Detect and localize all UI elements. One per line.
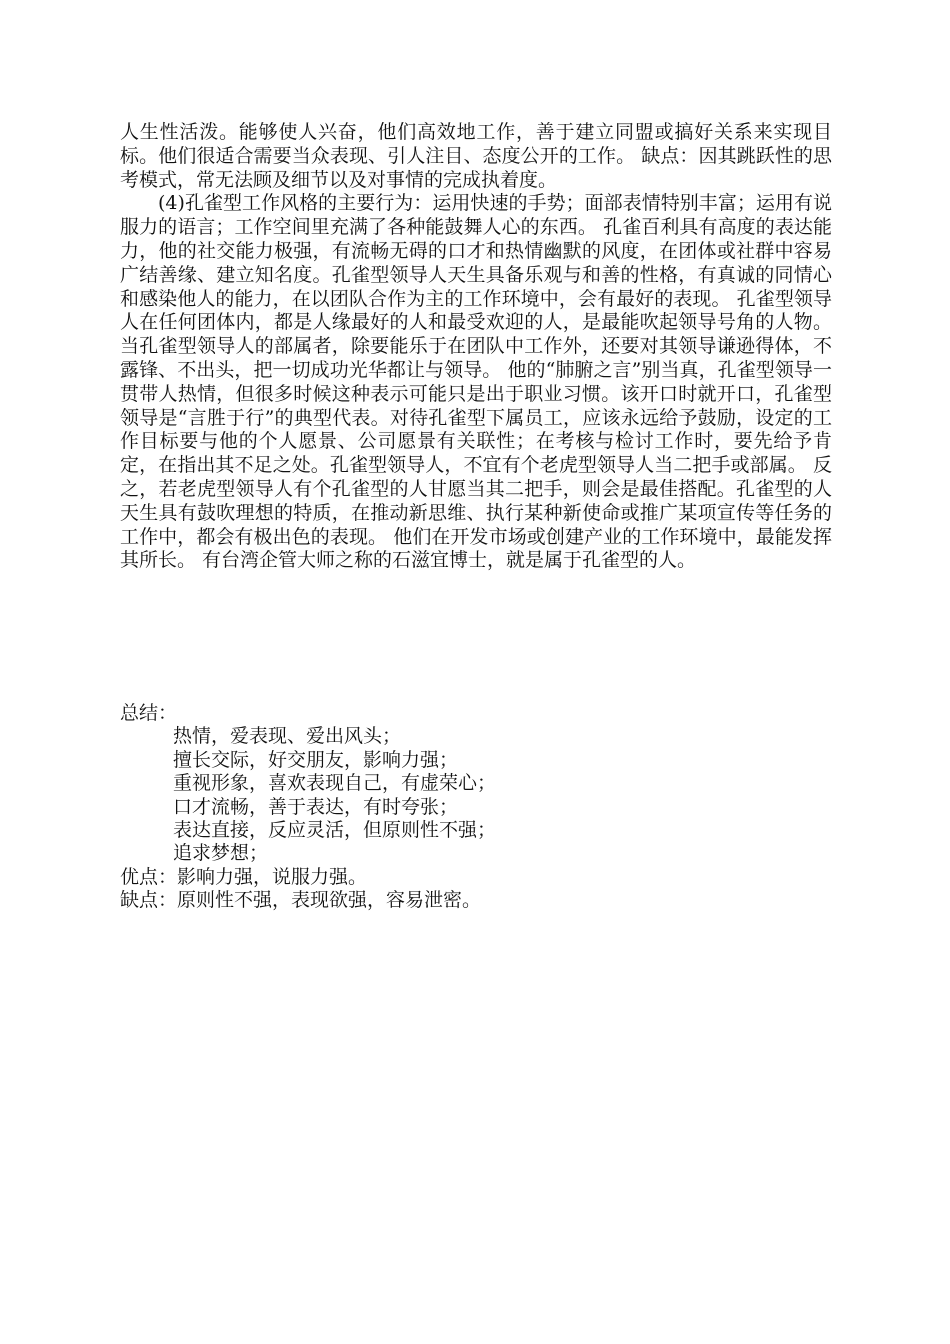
cons-line: 缺点：原则性不强，表现欲强，容易泄密。 <box>120 889 482 912</box>
summary-heading: 总结： <box>120 702 178 724</box>
peacock-style-paragraph: (4)孔雀型工作风格的主要行为：运用快速的手势；面部表情特别丰富；运用有说服力的语言；工作空间里充满了各种能鼓舞人心的东西。 孔雀百利具有高度的表达能力，他的社交能力极强，有流畅无碍的口才和热情幽默的风度，在团体或社群中容易广结善缘、建立知名度。孔雀型领导人天生具备乐观与和善的性格，有真诚的同情心和感染他人的能力，在以团队合作为主的工作环境中，会有最好的表现。 孔雀型领导人在任何团体内，都是人缘最好的人和最受欢迎的人，是最能吹起领导号角的人物。 当孔雀型领导人的部属者，除要能乐于在团队中工作外，还要对其领导谦逊得体，不露锋、不出头，把一切成功光华都让与领导。 他的“肺腑之言”别当真，孔雀型领导一贯带人热情，但很多时候这种表示可能只是出于职业习惯。该开口时就开口，孔雀型领导是“言胜于行”的典型代表。对待孔雀型下属员工，应该永远给予鼓励，设定的工作目标要与他的个人愿景、公司愿景有关联性；在考核与检讨工作时，要先给予肯定，在指出其不足之处。孔雀型领导人，不宜有个老虎型领导人当二把手或部属。 反之，若老虎型领导人有个孔雀型的人甘愿当其二把手，则会是最佳搭配。孔雀型的人天生具有鼓吹理想的特质，在推动新思维、执行某种新使命或推广某项宣传等任务的工作中，都会有极出色的表现。 他们在开发市场或创建产业的工作环境中，最能发挥其所长。 有台湾企管大师之称的石滋宜博士，就是属于孔雀型的人。 <box>120 192 832 572</box>
summary-item: 热情，爱表现、爱出风头； <box>173 725 402 748</box>
document-body <box>120 121 832 573</box>
summary-item: 擅长交际，好交朋友，影响力强； <box>173 748 459 771</box>
continuation-paragraph: 人生性活泼。能够使人兴奋，他们高效地工作，善于建立同盟或搞好关系来实现目标。他们很适合需要当众表现、引人注目、态度公开的工作。 缺点：因其跳跃性的思考模式，常无法顾及细节以及对事情的完成执着度。 <box>120 121 832 191</box>
summary-item: 口才流畅，善于表达，有时夸张； <box>173 795 459 818</box>
pros-line: 优点：影响力强，说服力强。 <box>120 865 368 888</box>
summary-item: 重视形象，喜欢表现自己，有虚荣心； <box>173 772 497 795</box>
summary-item: 追求梦想； <box>173 842 269 865</box>
summary-section <box>120 702 832 913</box>
summary-item: 表达直接，反应灵活，但原则性不强； <box>173 819 497 842</box>
